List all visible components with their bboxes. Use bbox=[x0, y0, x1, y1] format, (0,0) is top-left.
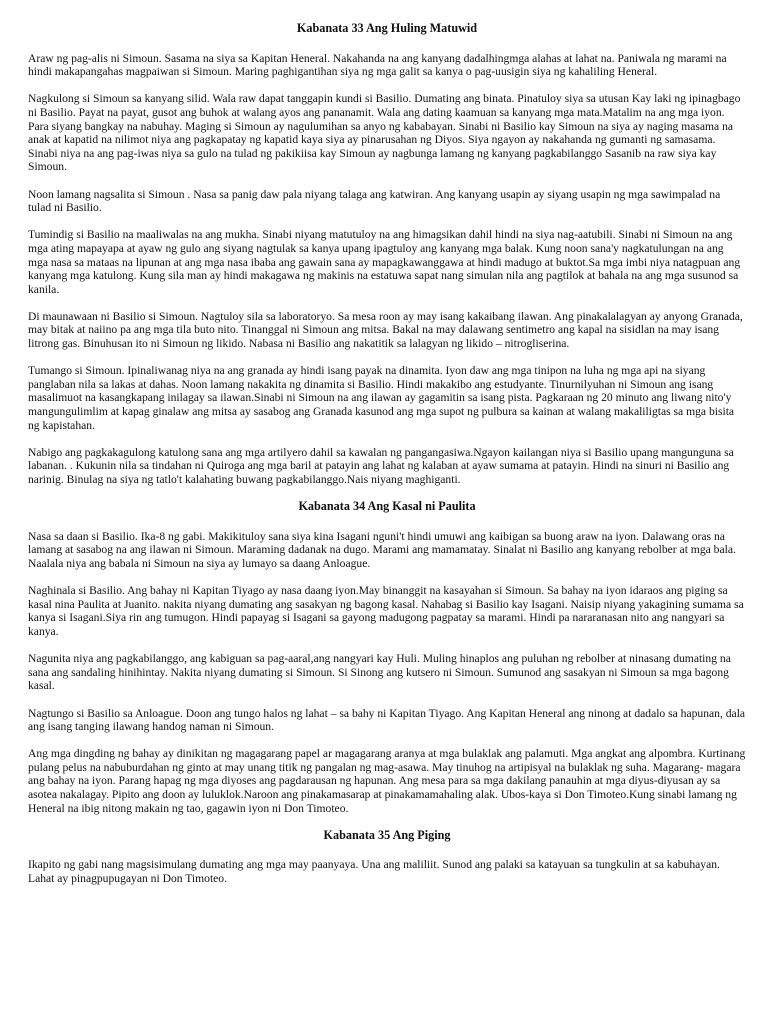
paragraph: Nasa sa daan si Basilio. Ika-8 ng gabi. Makikituloy sana siya kina Isagani nguni't hindi umuwi ang kaibigan sa buong araw na iyon. Dalawang oras na lamang at sasabog na ang ilawan ni Simoun. Maraming dadanak na dugo. Marami ang mamamatay. Sinalat ni Basilio ang kanyang rebolber at mga bala. Naalala niya ang babala ni Simoun na siya ay lumayo sa daang Anloague. bbox=[28, 529, 736, 570]
paragraph: Tumango si Simoun. Ipinaliwanag niya na ang granada ay hindi isang payak na dinamita. Iyon daw ang mga tinipon na luha ng mga api na siyang panglaban nila sa lakas at dahas. Noon lamang nakakita ng dinamita si Basilio. Hindi makakibo ang estudyante. Tinurnilyuhan ni Simoun ang isang masalimuot na kasangkapang inilagay sa ilawan.Sinabi ni Simoun na ang ilawan ay gagamitin sa isang pista. Pagkaraan ng 20 minuto ang liwang nito'y mangungulimlim at kapag ginalaw ang mitsa ay sasabog ang Granada kasunod ang mga supot ng pulbura sa kainan at walang makaliligtas sa mga bisita ng kapistahan. bbox=[28, 364, 735, 432]
chapter-34 bbox=[28, 500, 746, 815]
paragraph: Ikapito ng gabi nang magsisimulang dumating ang mga may paanyaya. Una ang maliliit. Sunod ang palaki sa katayuan sa tungkulin at sa kabuhayan. Lahat ay pinagpupugayan ni Don Timoteo. bbox=[28, 858, 720, 886]
paragraph: Ang mga dingding ng bahay ay dinikitan ng magagarang papel ar magagarang aranya at mga bulaklak ang palamuti. Mga angkat ang alpombra. Kurtinang pulang pelus na nabuburdahan ng ginto at may unang titik ng pangalan ng mag-asawa. May tinuhog na artipisyal na bulaklak ng suha. Magarang- magara ang bahay na iyon. Parang hapag ng mga diyoses ang pagdarausan ng hapunan. Ang mesa para sa mga dakilang panauhin at mga diyus-diyusan ay sa asotea nakalagay. Pipito ang doon ay luluklok.Naroon ang pinakamasarap at pinakamamahaling alak. Ubos-kaya si Don Timoteo.Kung sinabi lamang ng Heneral na ibig nitong makain ng tao, gagawin iyon ni Don Timoteo. bbox=[28, 747, 746, 815]
chapter-35 bbox=[28, 829, 746, 886]
paragraph: Nagkulong si Simoun sa kanyang silid. Wala raw dapat tanggapin kundi si Basilio. Dumating ang binata. Pinatuloy siya sa utusan Kay laki ng ipinagbago ni Basilio. Payat na payat, gusot ang buhok at walang ayos ang pananamit. Wala ang dating kaamuan sa kanyang mga mata.Matalim na ang mga iyon. Para siyang bangkay na nabuhay. Maging si Simoun ay nagulumihan sa anyo ng kababayan. Sinabi ni Basilio kay Simoun na siya ay naging masama na anak at kapatid na nilimot niya ang pagkapatay ng kapatid kaya siya ay pinarusahan ng Diyos. Siya ngayon ay nakahanda ng gumanti ng samasama. Sinabi niya na ang pag-iwas niya sa gulo na tulad ng pakikiisa kay Simoun ay nagbunga lamang ng kanyang pagkabilanggo Sasanib na raw siya kay Simoun. bbox=[28, 92, 741, 174]
paragraph: Nabigo ang pagkakagulong katulong sana ang mga artilyero dahil sa kawalan ng pangangasiwa.Ngayon kailangan niya si Basilio upang mangunguna sa labanan. . Kukunin nila sa tindahan ni Quiroga ang mga baril at patayin ang lahat ng kalaban at ayaw sumama at patayin. Hindi na sinuri ni Basilio ang narinig. Binulag na siya ng tatlo't kalahating buwang pagkabilanggo.Nais niyang maghiganti. bbox=[28, 445, 734, 486]
chapter-title: Kabanata 33 Ang Huling Matuwid bbox=[296, 21, 478, 35]
paragraph: Naghinala si Basilio. Ang bahay ni Kapitan Tiyago ay nasa daang iyon.May binanggit na kasayahan si Simoun. Sa bahay na iyon idaraos ang piging sa kasal nina Paulita at Juanito. nakita niyang dumating ang sasakyan ng bagong kasal. Nahabag si Basilio kay Isagani. Naisip niyang yakagining sumama sa kanya si Isagani.Siya rin ang tumugon. Hindi papayag si Isagani sa gayong madugong pagpatay sa marami. Hindi pa nararanasan nito ang nangyari sa kanya. bbox=[28, 584, 744, 638]
chapter-title: Kabanata 34 Ang Kasal ni Paulita bbox=[298, 499, 476, 514]
paragraph: Nagtungo si Basilio sa Anloague. Doon ang tungo halos ng lahat – sa bahy ni Kapitan Tiyago. Ang Kapitan Heneral ang ninong at dadalo sa hapunan, dala ang isang tanging ilawang handog naman ni Simoun. bbox=[28, 706, 746, 734]
paragraph: Nagunita niya ang pagkabilanggo, ang kabiguan sa pag-aaral,ang nangyari kay Huli. Muling hinaplos ang puluhan ng rebolber at ninasang dumating na sana ang sandaling hinihintay. Nakita niyang dumating si Simoun. Si Sinong ang kutsero ni Simoun. Sumunod ang sasakyan ni Simoun sa mga bagong kasal. bbox=[28, 652, 731, 693]
chapter-title: Kabanata 35 Ang Piging bbox=[323, 827, 451, 842]
paragraph: Di maunawaan ni Basilio si Simoun. Nagtuloy sila sa laboratoryo. Sa mesa roon ay may isang kakaibang ilawan. Ang pinakalalagyan ay anyong Granada, may bitak at naiino pa ang mga tila buto nito. Tinanggal ni Simoun ang mitsa. Bakal na may dalawang sentimetro ang kapal na sisidlan na may isang litrong gas. Binuhusan ito ni Simoun ng likido. Nabasa ni Basilio ang nakatitik sa lalagyan ng likido – nitrogliserina. bbox=[28, 309, 743, 351]
paragraph: Noon lamang nagsalita si Simoun . Nasa sa panig daw pala niyang talaga ang katwiran. Ang kanyang usapin ay siyang usapin ng mga sawimpalad na tulad ni Basilio. bbox=[28, 187, 721, 215]
paragraph: Araw ng pag-alis ni Simoun. Sasama na siya sa Kapitan Heneral. Nakahanda na ang kanyang dadalhingmga alahas at lahat na. Paniwala ng marami na hindi makapangahas magpaiwan si Simoun. Maring paghigantihan siya ng mga galit sa kanya o pag-uusigin siya ng kahaliling Heneral. bbox=[28, 51, 727, 79]
chapter-33 bbox=[28, 22, 746, 487]
paragraph: Tumindig si Basilio na maaliwalas na ang mukha. Sinabi niyang matutuloy na ang himagsikan dahil hindi na siya nag-aatubili. Sinabi ni Simoun na ang mga ating mapayapa at ayaw ng gulo ang siyang nagtulak sa kanya upang ipagtuloy ang kanyang mga balak. Kung noon sana'y nagkatulungan na ang mga nasa sa mataas na lipunan at ang mga nasa ibaba ang gawain sana ay mapagkawanggawa at hindi madugo at buktot.Sa mga imbi niya natagpuan ang kanyang mga katulong. Kung sila man ay hindi makagawa ng makinis na estatuwa sapat nang simulan nila ang pagtilok at bahala na ang mga susunod sa kanila. bbox=[28, 228, 741, 296]
